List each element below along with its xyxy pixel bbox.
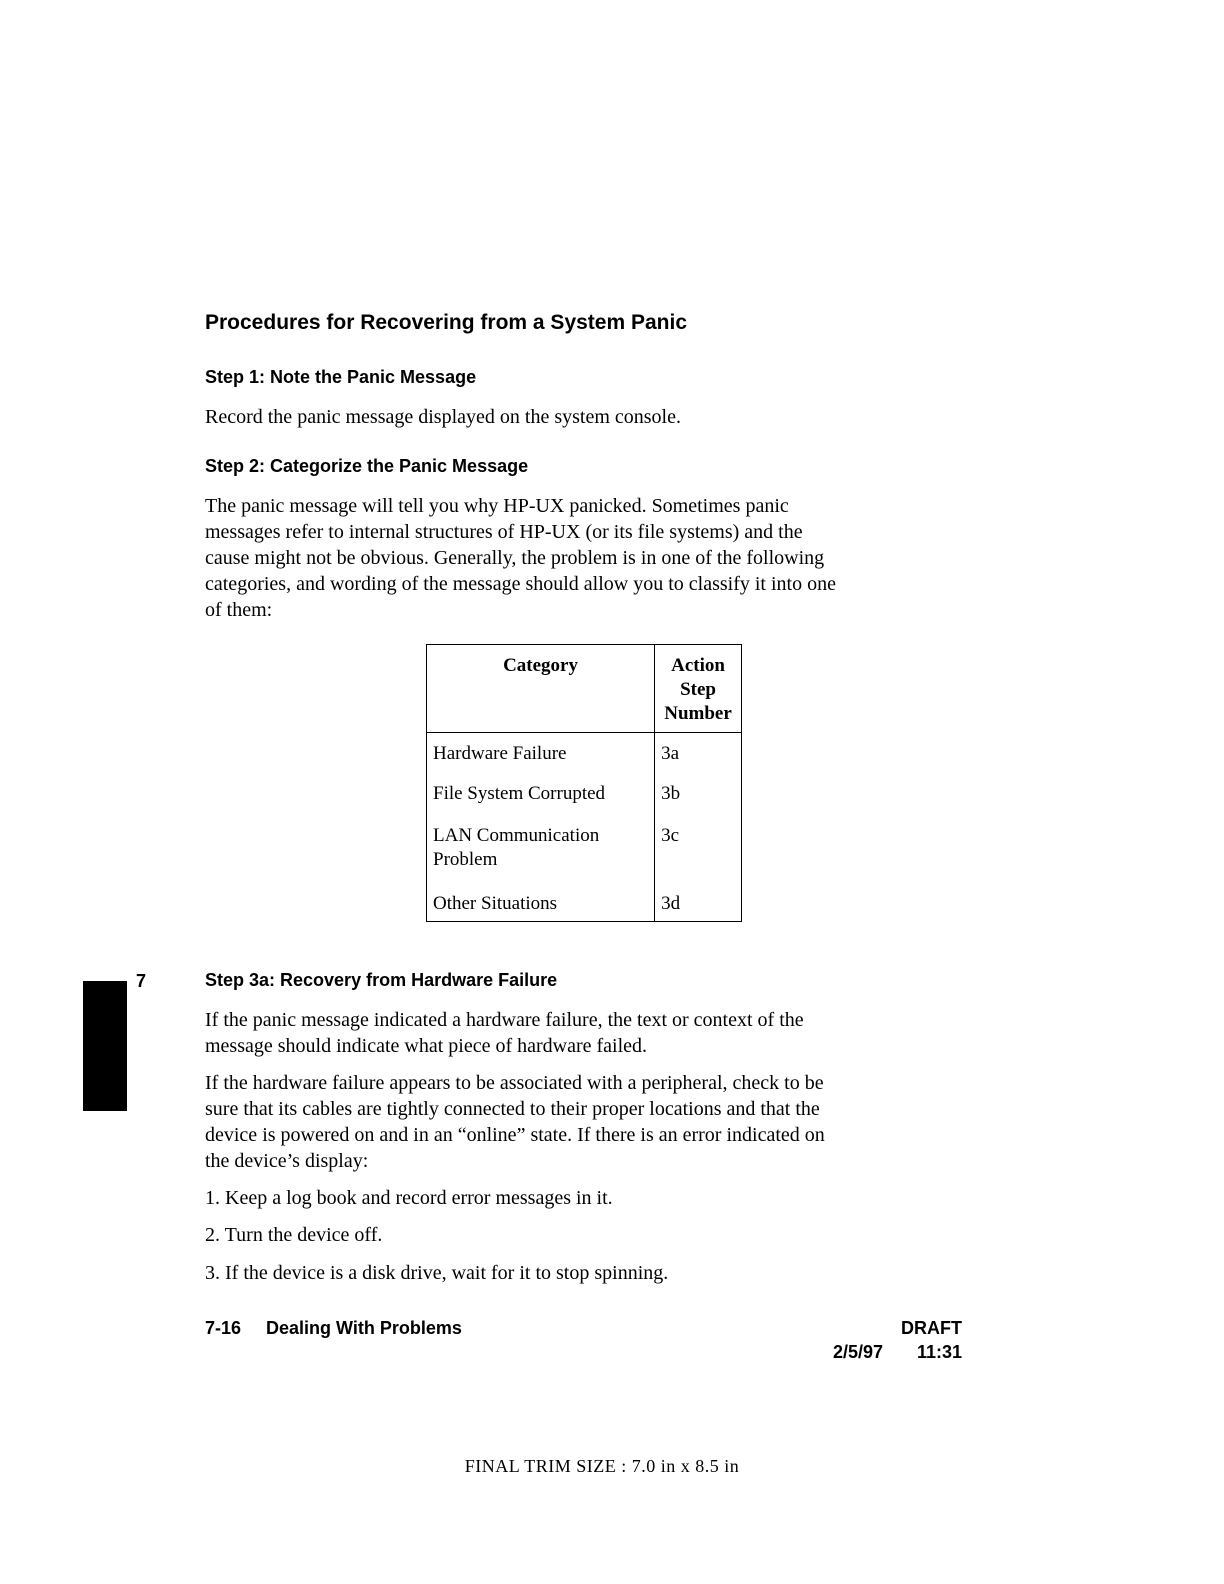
list-item: 2. Turn the device off. (205, 1224, 383, 1246)
header-line: Step (680, 679, 716, 700)
text-line: messages refer to internal structures of HP-UX (or its file systems) and the (205, 521, 803, 543)
footer-date: 2/5/97 (832, 1342, 883, 1362)
page-title: Procedures for Recovering from a System Panic (205, 311, 688, 334)
table-header-row (427, 645, 742, 733)
list-item: 1. Keep a log book and record error messages in it. (205, 1187, 613, 1209)
text-line: device is powered on and in an “online” state. If there is an error indicated on (205, 1124, 825, 1146)
header-category: Category (427, 645, 655, 733)
text-line: If the hardware failure appears to be associated with a peripheral, check to be (205, 1072, 824, 1094)
footer-draft-label: DRAFT (901, 1318, 962, 1338)
header-line: Number (664, 703, 732, 724)
footer-page-number: 7-16 (205, 1318, 242, 1338)
category-cell: File System Corrupted (427, 772, 655, 812)
list-item: 3. If the device is a disk drive, wait for it to stop spinning. (205, 1262, 669, 1284)
step-3a-heading: Step 3a: Recovery from Hardware Failure (205, 970, 558, 990)
text-line: categories, and wording of the message should allow you to classify it into one (205, 573, 836, 595)
step-1-text: Record the panic message displayed on the system console. (205, 406, 681, 428)
action-cell: 3c (661, 825, 679, 846)
step-3a-paragraph-1 (205, 1007, 965, 1059)
category-cell: Hardware Failure (427, 733, 655, 773)
table-row (427, 812, 742, 878)
category-cell (427, 812, 655, 878)
category-table (426, 644, 742, 922)
cell-line: Problem (433, 849, 498, 870)
trim-size-note: FINAL TRIM SIZE : 7.0 in x 8.5 in (464, 1456, 740, 1476)
text-line: The panic message will tell you why HP-UX panicked. Sometimes panic (205, 495, 789, 517)
step-2-paragraph (205, 493, 965, 623)
footer-section-title: Dealing With Problems (266, 1318, 462, 1338)
cell-line: LAN Communication (433, 825, 600, 846)
chapter-thumb-tab (83, 981, 127, 1111)
table-row (427, 878, 742, 922)
table-row (427, 733, 742, 773)
category-cell: Other Situations (427, 878, 655, 922)
text-line: sure that its cables are tightly connected to their proper locations and that the (205, 1098, 820, 1120)
step-2-heading: Step 2: Categorize the Panic Message (205, 456, 529, 476)
action-cell: 3a (661, 743, 679, 764)
chapter-number: 7 (136, 971, 147, 991)
text-line: cause might not be obvious. Generally, the problem is in one of the following (205, 547, 825, 569)
text-line: If the panic message indicated a hardware failure, the text or context of the (205, 1009, 804, 1031)
text-line: message should indicate what piece of hardware failed. (205, 1035, 648, 1057)
text-line: of them: (205, 599, 273, 621)
step-3a-paragraph-2 (205, 1070, 965, 1174)
action-cell: 3b (661, 783, 681, 804)
step-1-heading: Step 1: Note the Panic Message (205, 367, 477, 387)
action-cell: 3d (661, 893, 681, 914)
footer-time: 11:31 (916, 1342, 962, 1362)
header-action-step-number (655, 645, 742, 733)
table-row (427, 772, 742, 812)
text-line: the device’s display: (205, 1150, 369, 1172)
header-line: Action (671, 655, 725, 676)
